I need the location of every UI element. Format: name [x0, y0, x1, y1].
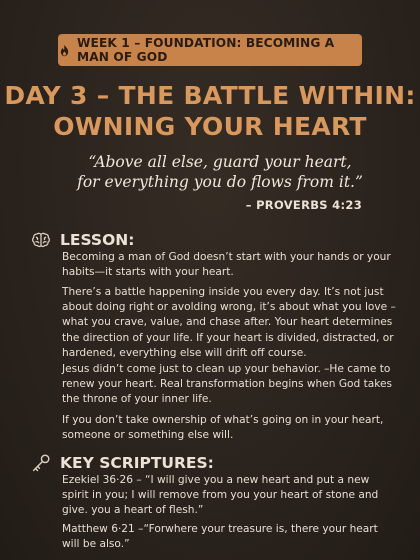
week-badge-label: WEEK 1 – FOUNDATION: BECOMING A MAN OF GOD: [77, 36, 335, 64]
verse-reference: – PROVERBS 4:23: [245, 198, 362, 212]
lesson-paragraph: Jesus didn’t come just to clean up your behavior. –He came to renew your heart. Real transformation begins when God takes the throne of your inner life.: [62, 363, 393, 406]
week-badge: [58, 34, 362, 66]
lesson-paragraph: Becoming a man of God doesn’t start with your hands or your habits—it starts with your heart.: [62, 251, 391, 279]
page-title: [0, 80, 420, 142]
flame-icon: [58, 44, 71, 57]
lesson-heading: [30, 229, 134, 251]
verse-quote: [60, 152, 380, 192]
quote-line-1: “Above all else, guard your heart,: [88, 153, 352, 171]
scripture-item: Ezekiel 36·26 – “I will give you a new heart and put a new spirit in you; I will remove from you your heart of stone and give. you a heart of flesh.”: [62, 474, 379, 517]
scriptures-heading: [30, 452, 214, 474]
brain-icon: [30, 229, 52, 251]
lesson-heading-label: LESSON:: [60, 231, 135, 249]
title-line-1: DAY 3 – THE BATTLE WITHIN:: [4, 81, 416, 110]
lesson-paragraph: There’s a battle happening inside you every day. It’s not just about doing right or avolding wrong, it’s about what you love – what you crave, value, and chase after. Your heart determines the direction of your life. If your heart is divided, distracted, or hardened, everything else will drift off course.: [62, 286, 396, 359]
title-line-2: OWNING YOUR HEART: [53, 112, 367, 141]
scriptures-heading-label: KEY SCRIPTURES:: [60, 454, 214, 472]
lesson-paragraph: If you don’t take ownership of what’s going on in your heart, someone or something else will.: [62, 414, 384, 442]
key-icon: [30, 452, 52, 474]
scripture-item: Matthew 6·21 –“Forwhere your treasure is, there your heart will be also.”: [62, 523, 378, 551]
quote-line-2: for everything you do flows from it.”: [77, 173, 363, 191]
